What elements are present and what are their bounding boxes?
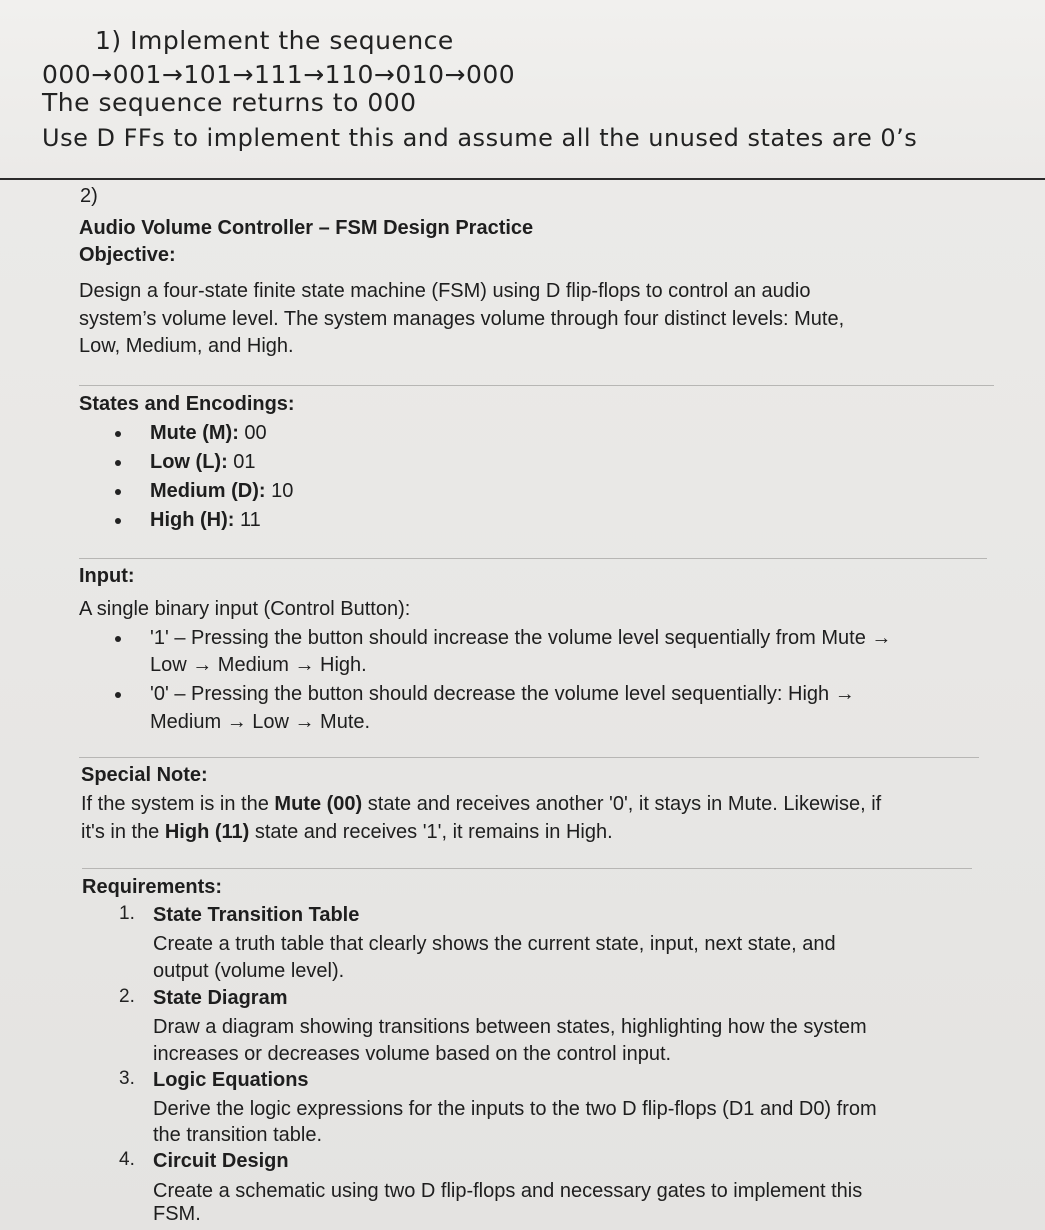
bullet [115,692,121,698]
input-heading: Input: [79,565,135,587]
list-number: 2. [119,986,135,1007]
list-item: High (H): 11 [150,509,261,531]
input-item-2-line-2: Medium → Low → Mute. [150,711,371,733]
requirement-title: State Diagram [153,987,288,1009]
bullet [115,431,121,437]
requirement-line: FSM. [153,1203,201,1225]
requirement-line: Draw a diagram showing transitions between states, highlighting how the system [153,1016,867,1038]
list-item: Low (L): 01 [150,451,256,473]
requirement-line: increases or decreases volume based on the control input. [153,1043,672,1065]
input-item-1-line-2: Low → Medium → High. [150,654,367,676]
states-heading: States and Encodings: [79,393,295,415]
requirements-heading: Requirements: [82,876,223,898]
bullet [115,489,121,495]
requirement-title: Circuit Design [153,1150,289,1172]
problem-1-instruction: Use D FFs to implement this and assume all the unused states are 0’s [42,124,918,152]
requirement-line: output (volume level). [153,960,345,982]
problem-2-section [0,180,1045,1230]
requirement-title: State Transition Table [153,904,360,926]
requirement-title: Logic Equations [153,1069,309,1091]
problem-1-returns-line: The sequence returns to 000 [42,88,417,117]
problem-2-number: 2) [80,185,98,207]
bullet [115,636,121,642]
input-description: A single binary input (Control Button): [79,598,411,620]
list-number: 3. [119,1068,135,1089]
special-note-line-2: it's in the High (11) state and receives '1', it remains in High. [81,821,613,843]
special-note-heading: Special Note: [81,764,208,786]
objective-line-3: Low, Medium, and High. [79,335,294,357]
objective-line-2: system’s volume level. The system manages volume through four distinct levels: Mute, [79,308,845,330]
list-item: Medium (D): 10 [150,480,294,502]
bullet [115,460,121,466]
problem-1-sequence: 000→001→101→111→110→010→000 [42,60,516,89]
divider [79,757,979,758]
input-item-1-line-1: '1' – Pressing the button should increase the volume level sequentially from Mute → [150,627,892,649]
input-item-2-line-1: '0' – Pressing the button should decrease the volume level sequentially: High → [150,683,855,705]
list-number: 4. [119,1149,135,1170]
problem-1-section [0,0,1045,178]
requirement-line: the transition table. [153,1124,322,1146]
objective-heading: Objective: [79,244,176,266]
divider [79,385,994,386]
requirement-line: Derive the logic expressions for the inputs to the two D flip-flops (D1 and D0) from [153,1098,877,1120]
list-item: Mute (M): 00 [150,422,267,444]
bullet [115,518,121,524]
objective-line-1: Design a four-state finite state machine (FSM) using D flip-flops to control an audio [79,280,811,302]
divider [79,558,987,559]
special-note-line-1: If the system is in the Mute (00) state and receives another '0', it stays in Mute. Likewise, if [81,793,882,815]
divider [82,868,972,869]
requirement-line: Create a schematic using two D flip-flops and necessary gates to implement this [153,1180,863,1202]
problem-1-title: 1) Implement the sequence [95,26,454,55]
requirement-line: Create a truth table that clearly shows the current state, input, next state, and [153,933,836,955]
problem-2-title: Audio Volume Controller – FSM Design Practice [79,217,534,239]
list-number: 1. [119,903,135,924]
